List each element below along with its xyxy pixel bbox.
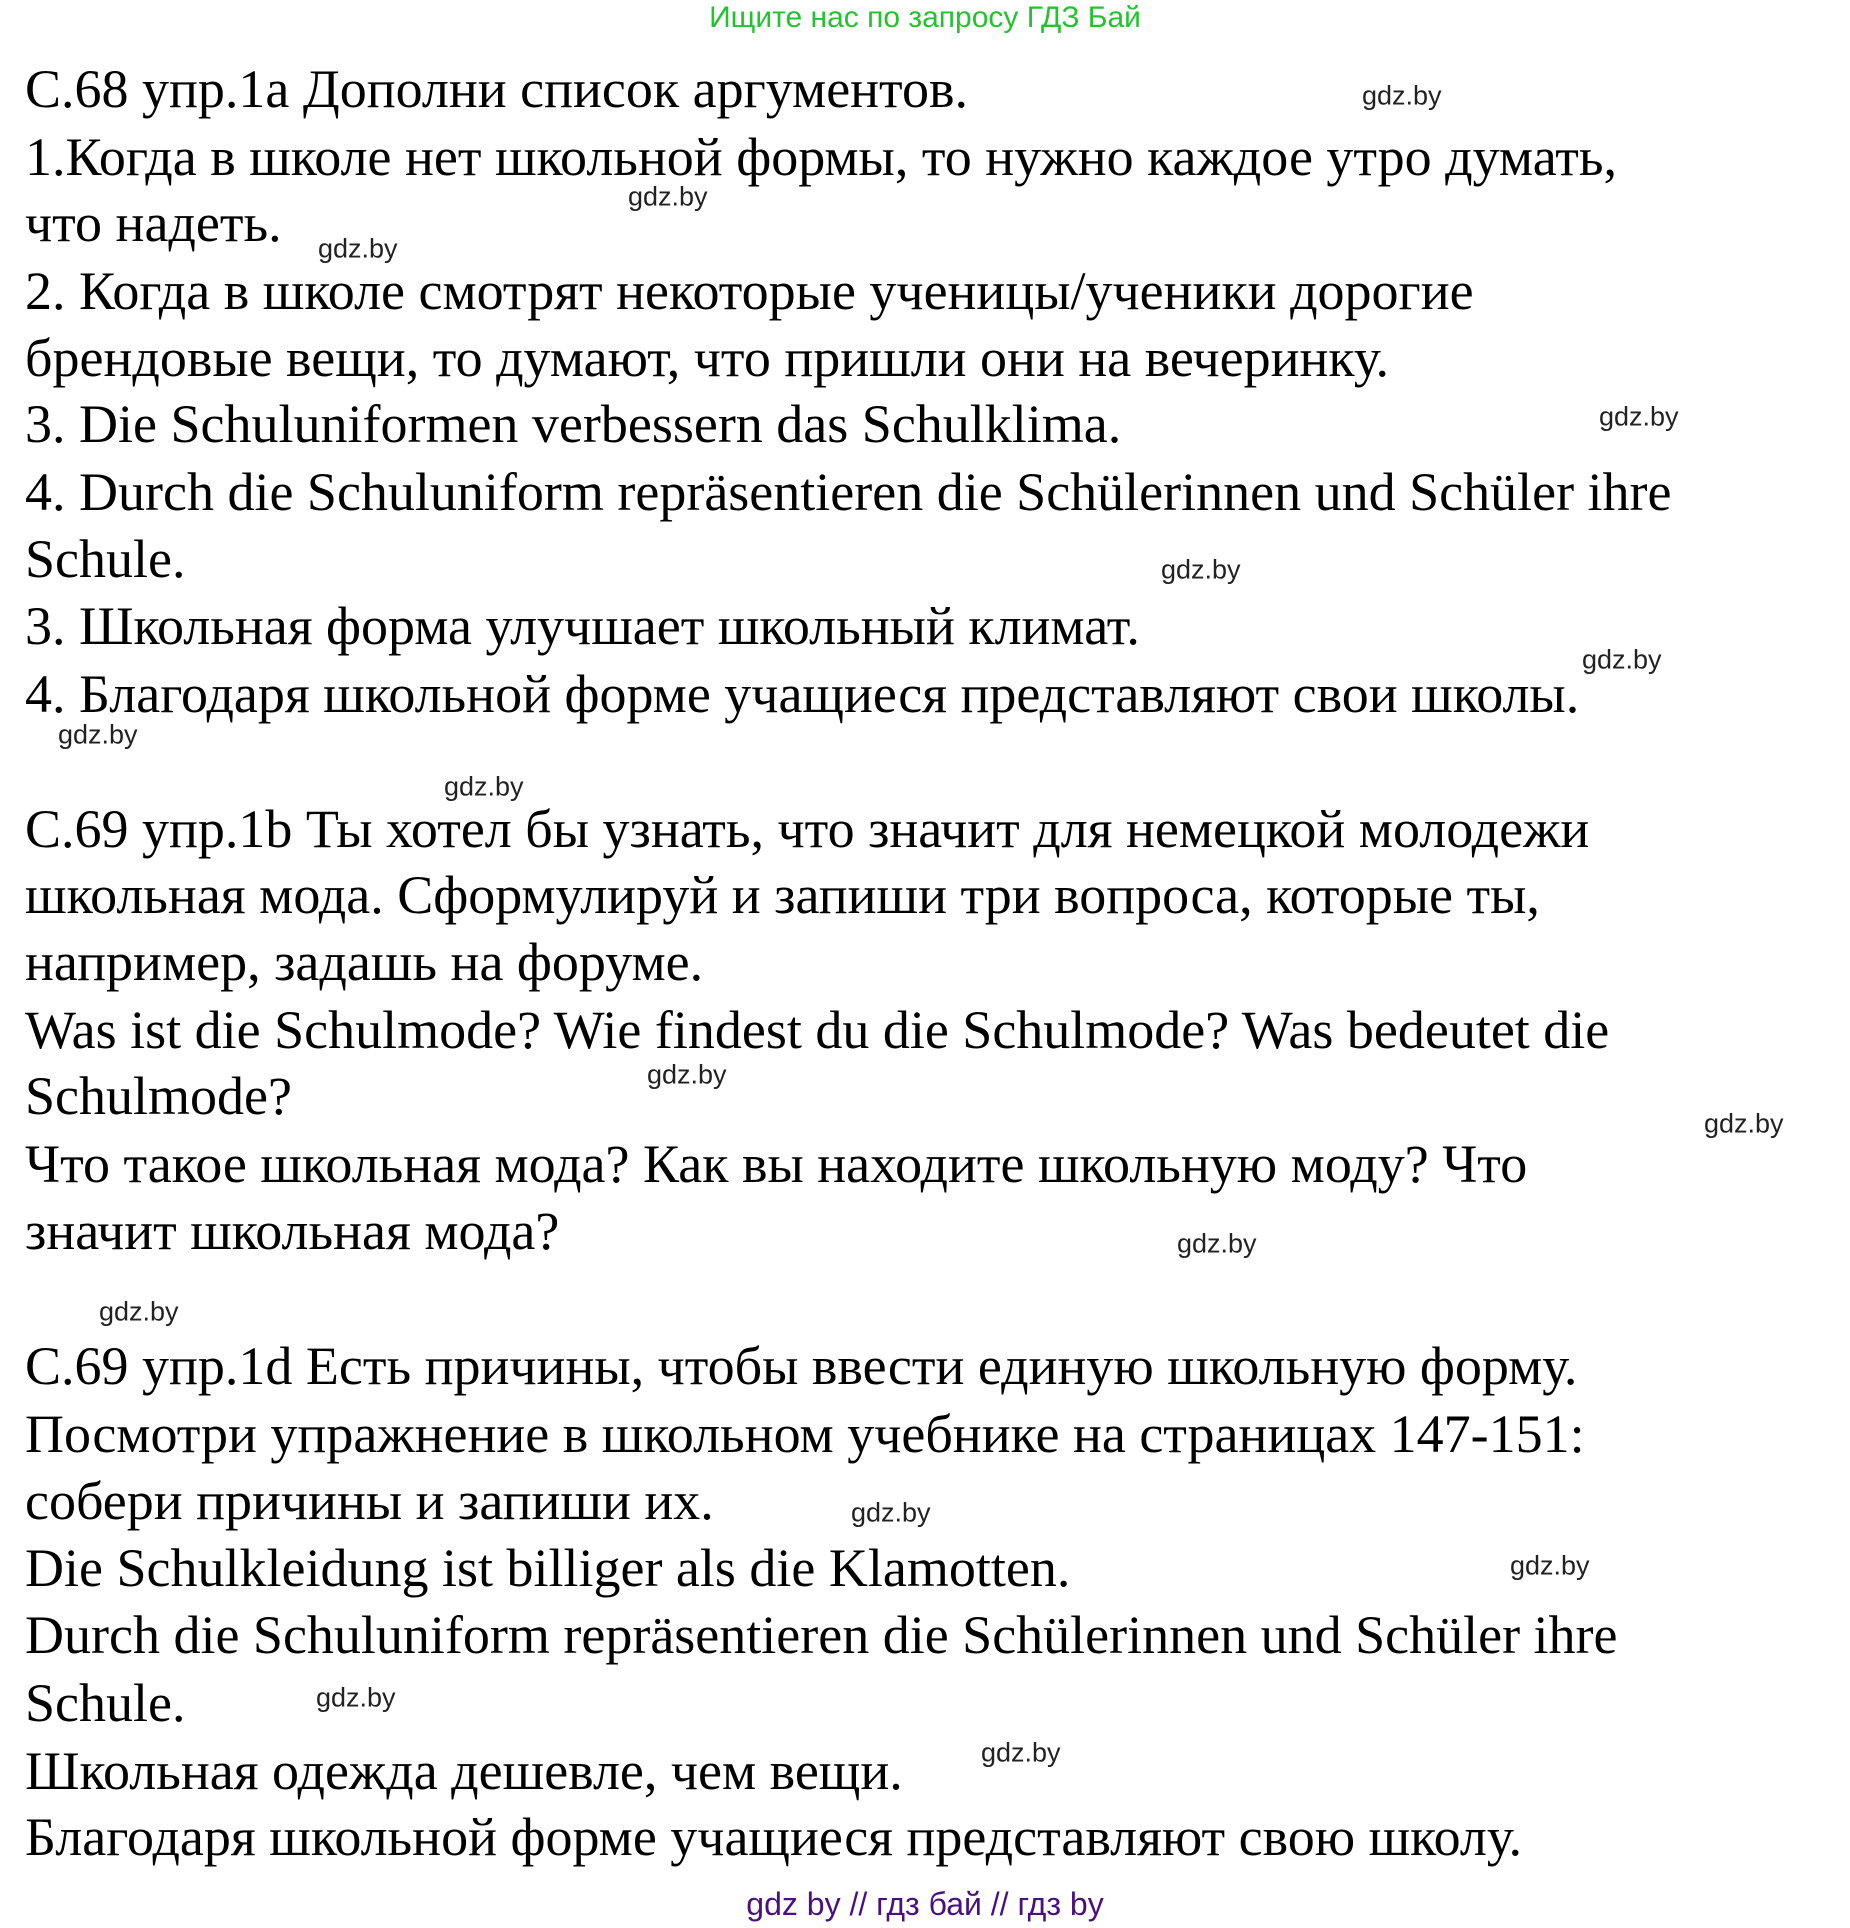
text-line: брендовые вещи, то думают, что пришли они на вечеринку.	[25, 328, 1390, 388]
text-line: школьная мода. Сформулируй и запиши три вопроса, которые ты,	[25, 865, 1540, 925]
watermark: gdz.by	[628, 181, 708, 212]
text-line: что надеть.	[25, 193, 282, 253]
text-line: 2. Когда в школе смотрят некоторые ученицы/ученики дорогие	[25, 261, 1474, 321]
watermark: gdz.by	[1510, 1550, 1590, 1581]
text-line: 4. Благодаря школьной форме учащиеся представляют свои школы.	[25, 664, 1580, 724]
text-line: Школьная одежда дешевле, чем вещи.	[25, 1741, 903, 1801]
watermark: gdz.by	[1582, 644, 1662, 675]
footer-links: gdz by // гдз бай // гдз by	[746, 1886, 1104, 1922]
watermark: gdz.by	[981, 1737, 1061, 1768]
text-line: собери причины и запиши их.	[25, 1471, 714, 1531]
text-line: Schulmode?	[25, 1066, 292, 1126]
text-line: например, задашь на форуме.	[25, 932, 704, 992]
text-line: 4. Durch die Schuluniform repräsentieren die Schülerinnen und Schüler ihre	[25, 462, 1672, 522]
text-line: Schule.	[25, 529, 186, 589]
watermark: gdz.by	[1161, 554, 1241, 585]
text-line: Schule.	[25, 1673, 186, 1733]
watermark: gdz.by	[1704, 1108, 1784, 1139]
watermark: gdz.by	[58, 719, 138, 750]
text-line: Благодаря школьной форме учащиеся представляют свою школу.	[25, 1807, 1522, 1867]
watermark: gdz.by	[318, 233, 398, 264]
text-line: Посмотри упражнение в школьном учебнике на страницах 147-151:	[25, 1404, 1585, 1464]
watermark: gdz.by	[647, 1059, 727, 1090]
text-line: Die Schulkleidung ist billiger als die Klamotten.	[25, 1538, 1071, 1598]
text-line: С.68 упр.1a Дополни список аргументов.	[25, 59, 968, 119]
text-line: значит школьная мода?	[25, 1201, 560, 1261]
watermark: gdz.by	[851, 1497, 931, 1528]
watermark: gdz.by	[99, 1296, 179, 1327]
text-line: 3. Die Schuluniformen verbessern das Schulklima.	[25, 394, 1122, 454]
text-line: Что такое школьная мода? Как вы находите школьную моду? Что	[25, 1134, 1528, 1194]
watermark: gdz.by	[1599, 401, 1679, 432]
text-line: 1.Когда в школе нет школьной формы, то нужно каждое утро думать,	[25, 127, 1618, 187]
text-line: Was ist die Schulmode? Wie findest du die Schulmode? Was bedeutet die	[25, 1000, 1610, 1060]
text-line: С.69 упр.1b Ты хотел бы узнать, что значит для немецкой молодежи	[25, 799, 1590, 859]
watermark: gdz.by	[316, 1682, 396, 1713]
text-line: С.69 упр.1d Есть причины, чтобы ввести единую школьную форму.	[25, 1336, 1578, 1396]
text-line: 3. Школьная форма улучшает школьный климат.	[25, 596, 1140, 656]
watermark: gdz.by	[444, 771, 524, 802]
watermark: gdz.by	[1177, 1228, 1257, 1259]
watermark: gdz.by	[1362, 80, 1442, 111]
text-line: Durch die Schuluniform repräsentieren die Schülerinnen und Schüler ihre	[25, 1605, 1618, 1665]
search-hint-banner: Ищите нас по запросу ГДЗ Бай	[709, 1, 1141, 34]
